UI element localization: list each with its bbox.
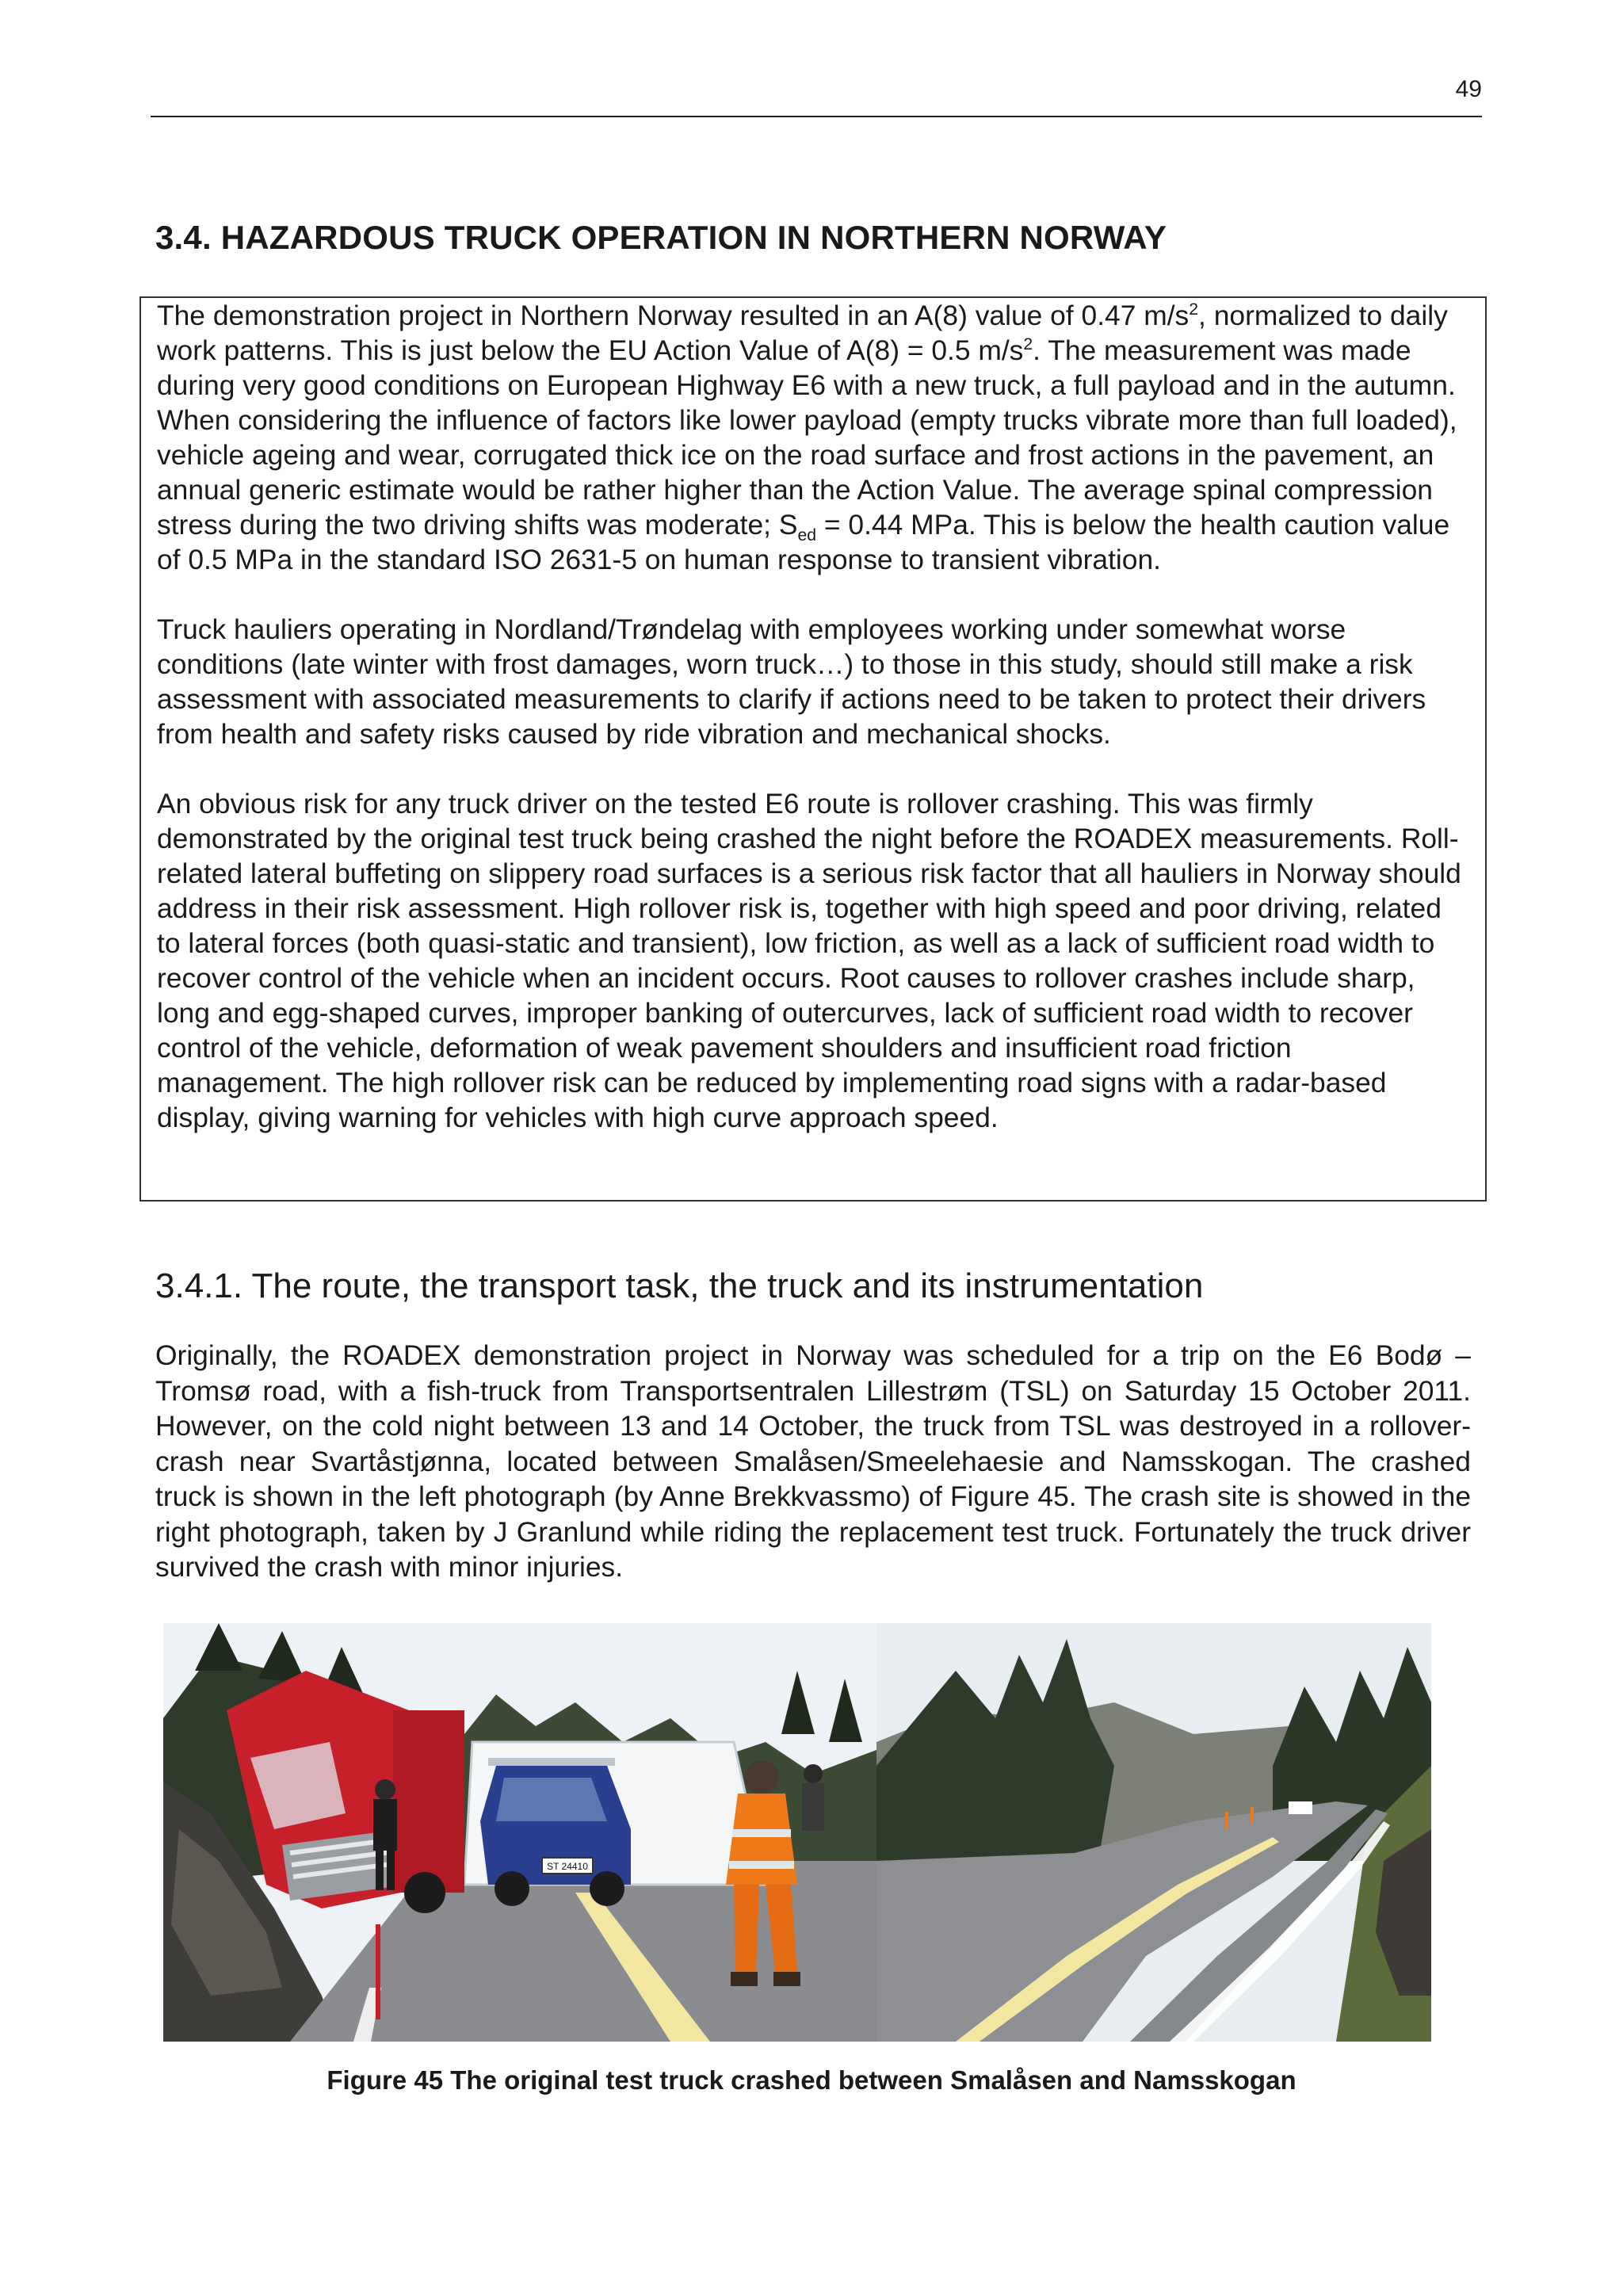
left-photo-crashed-truck — [163, 1623, 876, 2042]
summary-paragraph-1: The demonstration project in Northern Norway resulted in an A(8) value of 0.47 $m/s^2$, normalized to daily work patterns. This is just below the EU Action Value of A(8) = 0.5 $m/s^2$. The measurement was made during very good conditions on European Highway E6 with a new truck, a full payload and in the autumn. When considering the influence of factors like lower payload (empty trucks vibrate more than full loaded), vehicle ageing and wear, corrugated thick ice on the road surface and frost actions in the pavement, an annual generic estimate would be rather higher than the Action Value. The average spinal compression stress during the two driving shifts was moderate; $S_{ed} = 0.44$ MPa. This is below the health caution value of 0.5 MPa in the standard ISO 2631-5 on human response to transient vibration. — [157, 300, 1457, 575]
figure-caption: Figure 45 The original test truck crashed between Smalåsen and Namsskogan — [327, 2065, 1296, 2095]
summary-paragraph-3: An obvious risk for any truck driver on the tested E6 route is rollover crashing. This was firmly demonstrated by the original test truck being crashed the night before the ROADEX measurements. Roll-related lateral buffeting on slippery road surfaces is a serious risk factor that all hauliers in Norway should address in their risk assessment. High rollover risk is, together with high speed and poor driving, related to lateral forces (both quasi-static and transient), low friction, as well as a lack of sufficient road width to recover control of the vehicle when an incident occurs. Root causes to rollover crashes include sharp, long and egg-shaped curves, improper banking of outercurves, lack of sufficient road width to recover control of the vehicle, deformation of weak pavement shoulders and insufficient road friction management. The high rollover risk can be reduced by implementing road signs with a radar-based display, giving warning for vehicles with high curve approach speed. — [157, 788, 1461, 1133]
figure-45 — [163, 1623, 1431, 2042]
right-photo-crash-site — [876, 1623, 1431, 2042]
summary-paragraph-2: Truck hauliers operating in Nordland/Trøndelag with employees working under somewhat worse conditions (late winter with frost damages, worn truck…) to those in this study, should still make a risk assessment with associated measurements to clarify if actions need to be taken to protect their drivers from health and safety risks caused by ride vibration and mechanical shocks. — [157, 613, 1426, 750]
figure-photos — [163, 1623, 1431, 2042]
header-rule — [151, 116, 1482, 117]
subsection-title: 3.4.1. The route, the transport task, the truck and its instrumentation — [155, 1266, 1204, 1305]
page-number: 49 — [1455, 76, 1482, 102]
summary-box — [139, 296, 1487, 1201]
section-title: 3.4. HAZARDOUS TRUCK OPERATION IN NORTHERN NORWAY — [155, 219, 1167, 256]
body-paragraph: Originally, the ROADEX demonstration project in Norway was scheduled for a trip on the E6 Bodø – Tromsø road, with a fish-truck from Transportsentralen Lillestrøm (TSL) on Saturday 15 October 2011. However, on the cold night between 13 and 14 October, the truck from TSL was destroyed in a rollover-crash near Svartåstjønna, located between Smalåsen/Smeelehaesie and Namsskogan. The crashed truck is shown in the left photograph (by Anne Brekkvassmo) of Figure 45. The crash site is showed in the right photograph, taken by J Granlund while riding the replacement test truck. Fortunately the truck driver survived the crash with minor injuries. — [155, 1339, 1471, 1583]
svg-text:ST 24410: ST 24410 — [547, 1861, 588, 1872]
